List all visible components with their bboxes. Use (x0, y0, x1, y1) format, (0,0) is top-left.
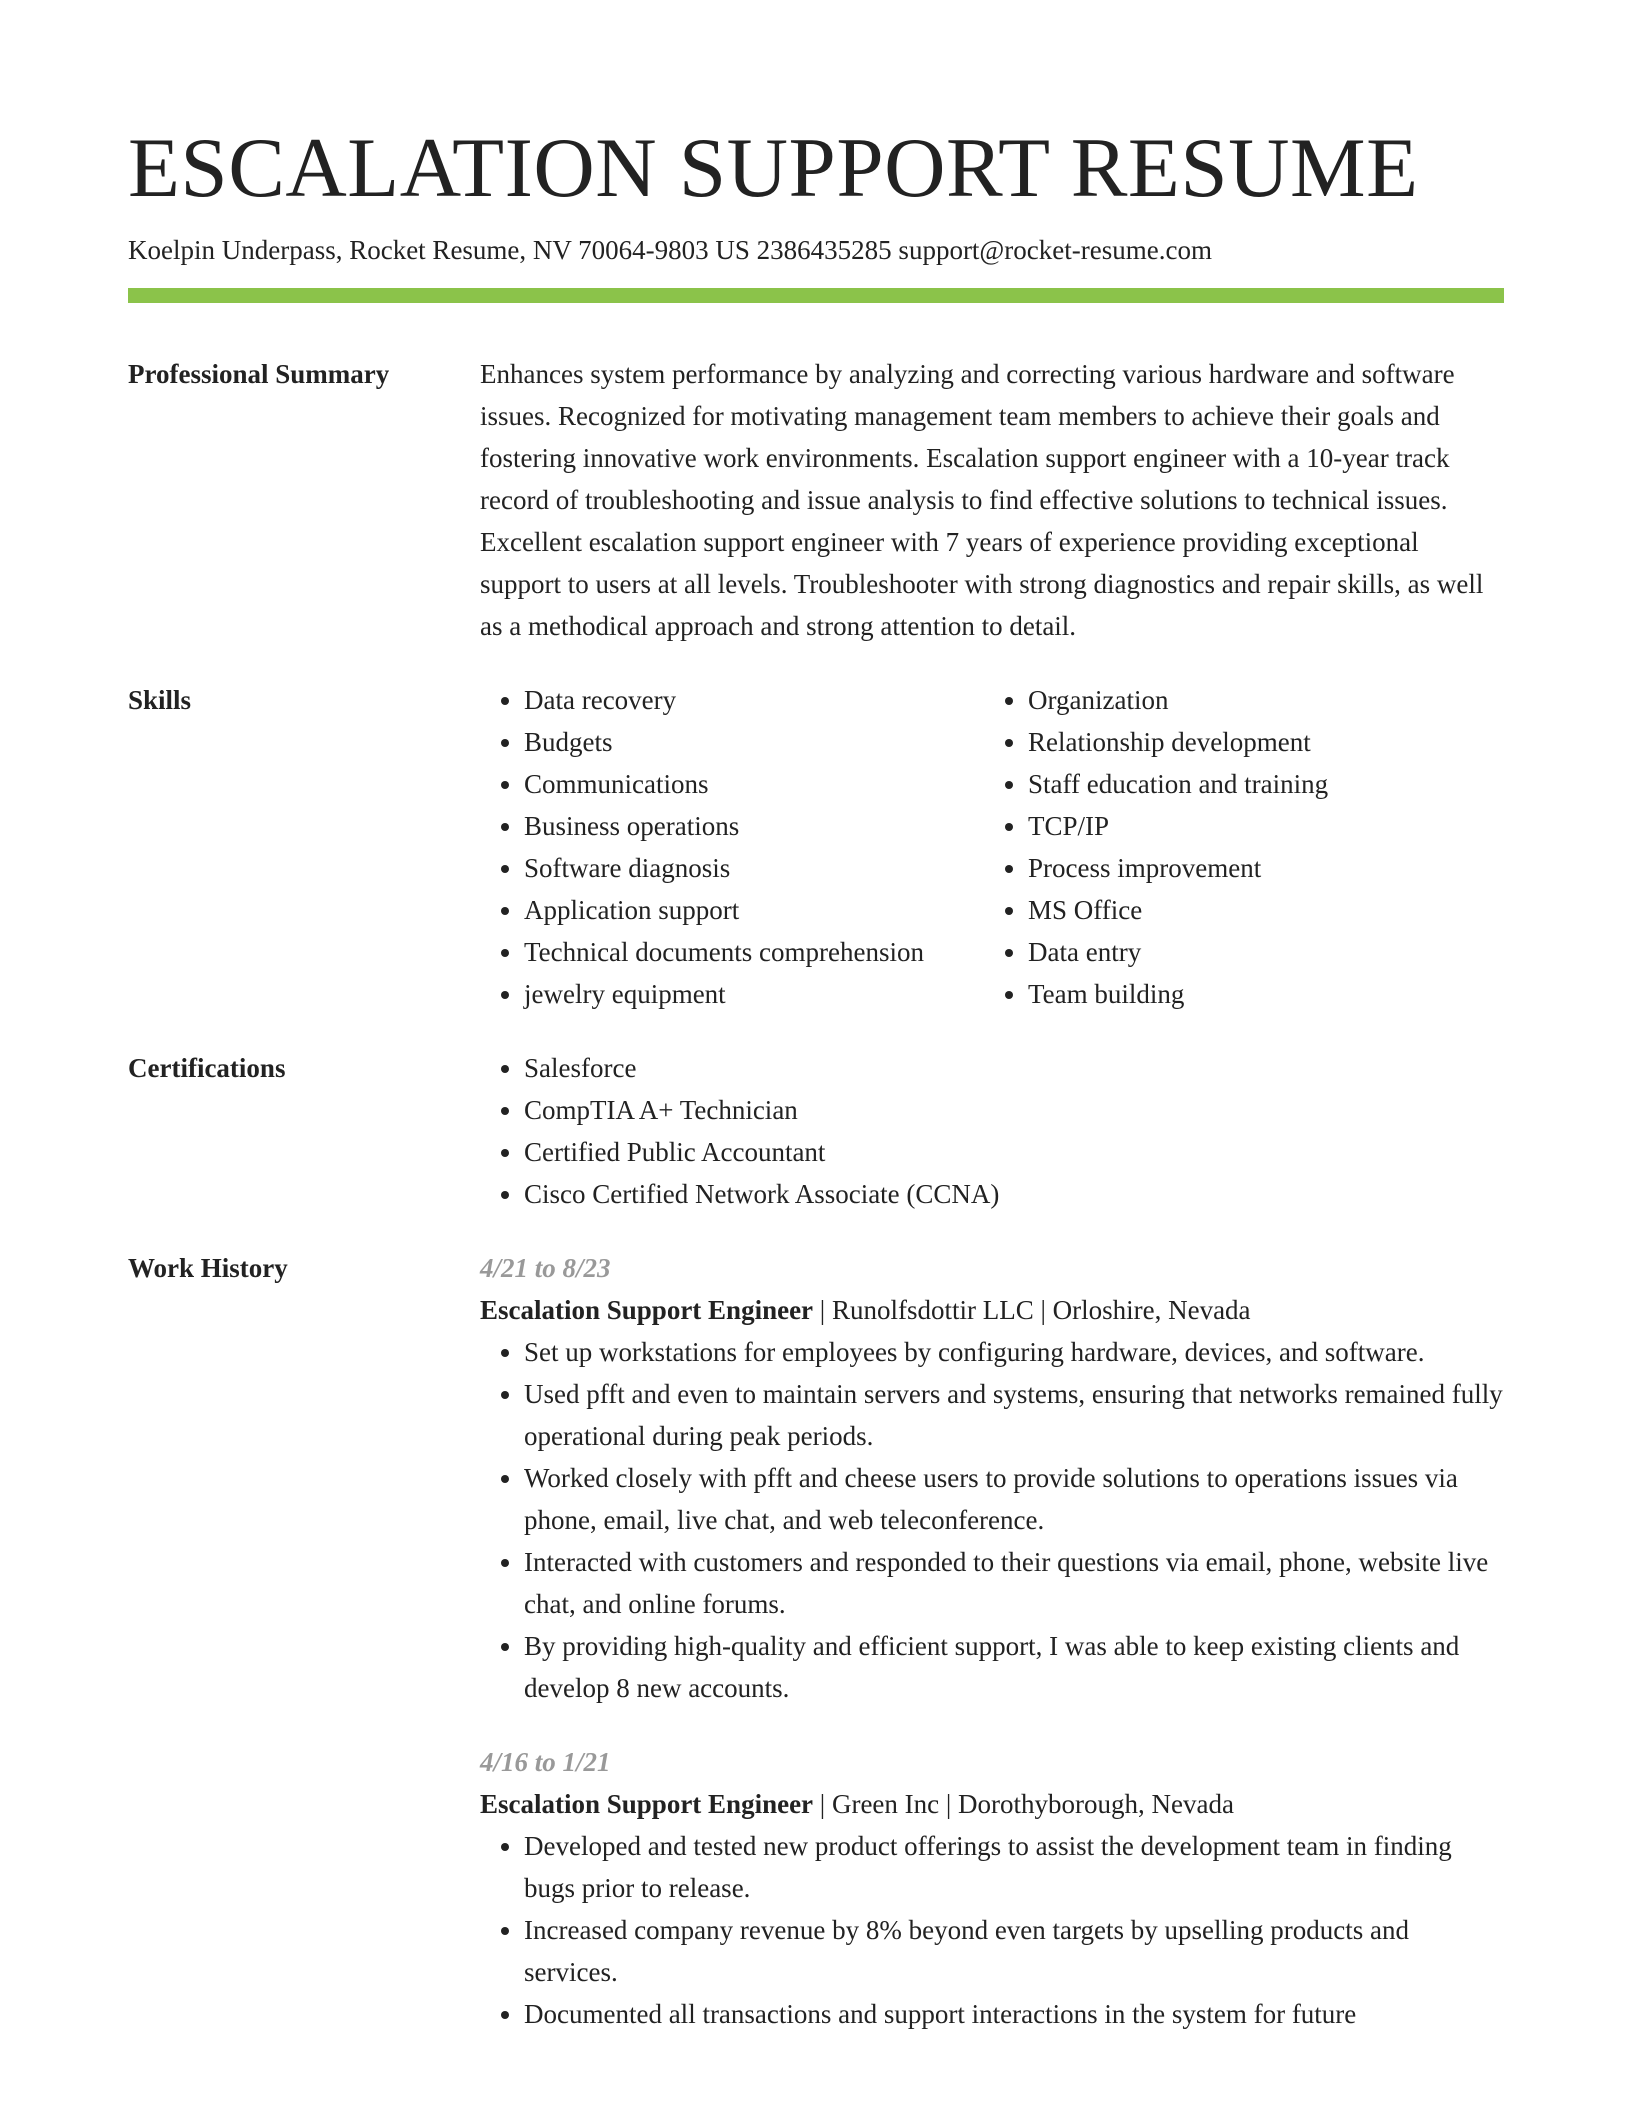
accent-divider (128, 288, 1504, 303)
summary-heading: Professional Summary (128, 359, 390, 389)
skill-item: • TCP/IP (1028, 805, 1488, 847)
certification-item: • Salesforce (524, 1047, 1504, 1089)
resume-title: ESCALATION SUPPORT RESUME (128, 121, 1419, 215)
skill-item: • Relationship development (1028, 721, 1488, 763)
job-details: | Runolfsdottir LLC | Orloshire, Nevada (813, 1295, 1251, 1325)
certification-item: • CompTIA A+ Technician (524, 1089, 1504, 1131)
skills-heading: Skills (128, 685, 192, 715)
job-title: Escalation Support Engineer (480, 1295, 814, 1325)
job-bullet: • Set up workstations for employees by configuring hardware, devices, and software. (524, 1331, 1504, 1373)
certifications-heading: Certifications (128, 1053, 286, 1083)
job-dates: 4/21 to 8/23 (480, 1253, 611, 1283)
job-entry (480, 1741, 1504, 2035)
job-bullet: • Worked closely with pfft and cheese users to provide solutions to operations issues via phone, email, live chat, and web teleconference. (524, 1457, 1504, 1541)
skills-column-left (480, 679, 984, 1015)
skill-item: • jewelry equipment (524, 973, 984, 1015)
job-bullet: • By providing high-quality and efficient support, I was able to keep existing clients and develop 8 new accounts. (524, 1625, 1504, 1709)
skill-item: • Staff education and training (1028, 763, 1488, 805)
skill-item: • Data entry (1028, 931, 1488, 973)
job-bullet: • Developed and tested new product offerings to assist the development team in finding bugs prior to release. (524, 1825, 1504, 1909)
certifications-body (480, 1047, 1504, 1215)
job-dates: 4/16 to 1/21 (480, 1747, 611, 1777)
skills-list-right (984, 679, 1488, 1015)
work-history-body (480, 1247, 1504, 2035)
skill-item: • Organization (1028, 679, 1488, 721)
certification-item: • Certified Public Accountant (524, 1131, 1504, 1173)
job-entry (480, 1247, 1504, 1709)
job-title: Escalation Support Engineer (480, 1789, 814, 1819)
skills-section (128, 679, 1504, 1015)
job-bullet: • Used pfft and even to maintain servers and systems, ensuring that networks remained fully operational during peak periods. (524, 1373, 1504, 1457)
skill-item: • Application support (524, 889, 984, 931)
certifications-section (128, 1047, 1504, 1215)
skill-item: • MS Office (1028, 889, 1488, 931)
summary-section (128, 353, 1504, 647)
certifications-list (480, 1047, 1504, 1215)
skill-item: • Team building (1028, 973, 1488, 1015)
work-history-section (128, 1247, 1504, 2035)
job-bullets (480, 1331, 1504, 1709)
job-header (480, 1289, 1504, 1331)
summary-text: Enhances system performance by analyzing and correcting various hardware and software issues. Recognized for motivating management team members to achieve their goals and fostering innovative work environments. Escalation support engineer with a 10-year track record of troubleshooting and issue analysis to find effective solutions to technical issues. Excellent escalation support engineer with 7 years of experience providing exceptional support to users at all levels. Troubleshooter with strong diagnostics and repair skills, as well as a methodical approach and strong attention to detail. (480, 359, 1484, 641)
job-bullets (480, 1825, 1504, 2035)
job-bullet: • Increased company revenue by 8% beyond even targets by upselling products and services. (524, 1909, 1504, 1993)
job-header (480, 1783, 1504, 1825)
resume-page (128, 118, 1504, 2035)
skill-item: • Communications (524, 763, 984, 805)
skill-item: • Technical documents comprehension (524, 931, 984, 973)
skills-column-right (984, 679, 1488, 1015)
skill-item: • Process improvement (1028, 847, 1488, 889)
skills-columns (480, 679, 1504, 1015)
skill-item: • Budgets (524, 721, 984, 763)
certification-item: • Cisco Certified Network Associate (CCNA) (524, 1173, 1504, 1215)
contact-line: Koelpin Underpass, Rocket Resume, NV 70064-9803 US 2386435285 support@rocket-resume.com (128, 235, 1212, 265)
skill-item: • Business operations (524, 805, 984, 847)
job-bullet: • Documented all transactions and support interactions in the system for future (524, 1993, 1504, 2035)
skill-item: • Software diagnosis (524, 847, 984, 889)
skill-item: • Data recovery (524, 679, 984, 721)
work-history-heading: Work History (128, 1253, 288, 1283)
job-bullet: • Interacted with customers and responded to their questions via email, phone, website live chat, and online forums. (524, 1541, 1504, 1625)
job-details: | Green Inc | Dorothyborough, Nevada (813, 1789, 1234, 1819)
skills-list-left (480, 679, 984, 1015)
